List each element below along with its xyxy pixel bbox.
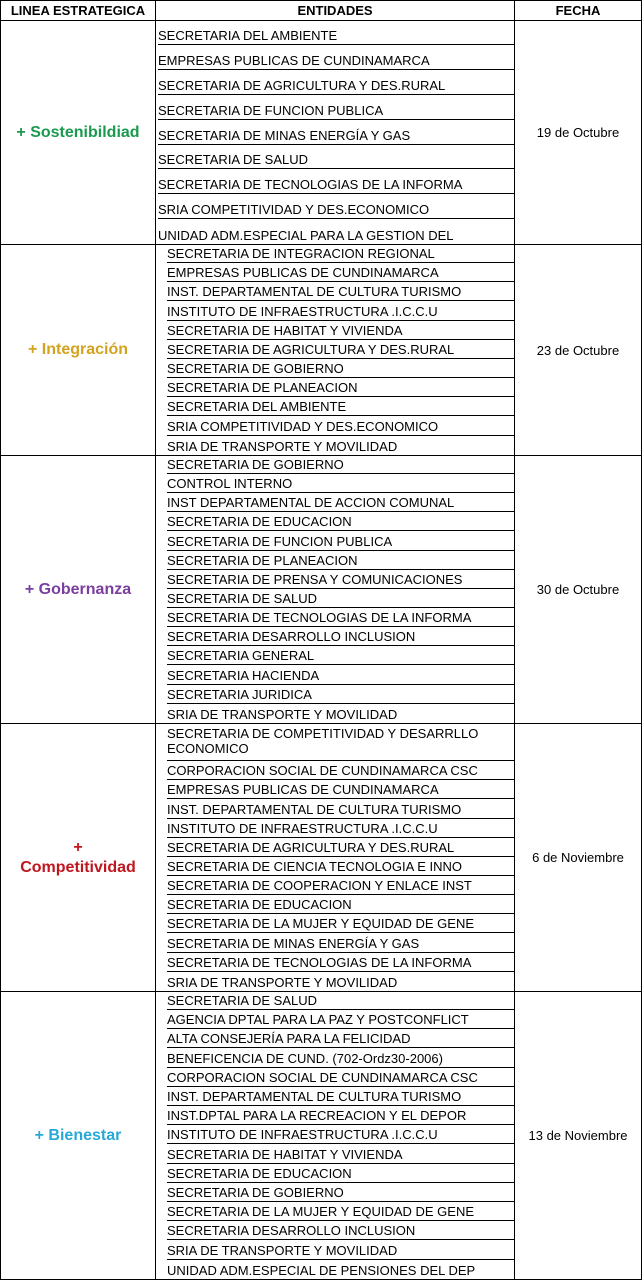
linea-label: + Gobernanza [24, 580, 132, 598]
entidad-row: INST DEPARTAMENTAL DE ACCION COMUNAL [167, 493, 514, 512]
fecha-integracion [514, 244, 642, 456]
entidad-row: SECRETARIA DE COMPETITIVIDAD Y DESARRLLO ECONOMICO [167, 723, 514, 761]
entidad-row: AGENCIA DPTAL PARA LA PAZ Y POSTCONFLICT [167, 1010, 514, 1029]
entidad-row: SECRETARIA DE EDUCACION [167, 1164, 514, 1183]
entidad-row: SECRETARIA HACIENDA [167, 666, 514, 685]
entidad-row: SECRETARIA DE TECNOLOGIAS DE LA INFORMA [167, 608, 514, 627]
linea-label-name: Competitividad [20, 858, 136, 876]
entidad-row: SECRETARIA DEL AMBIENTE [167, 397, 514, 416]
entidad-row: CONTROL INTERNO [167, 474, 514, 493]
entidad-row: SECRETARIA DE EDUCACION [167, 512, 514, 531]
entidad-row: SECRETARIA DE PRENSA Y COMUNICACIONES [167, 570, 514, 589]
entidad-row: SECRETARIA DE GOBIERNO [167, 455, 514, 474]
entidad-row: SECRETARIA GENERAL [167, 646, 514, 665]
entidad-row: SECRETARIA DE EDUCACION [167, 895, 514, 914]
linea-label [20, 838, 136, 878]
entidad-row: INSTITUTO DE INFRAESTRUCTURA .I.C.C.U [167, 1125, 514, 1144]
entidad-row: INSTITUTO DE INFRAESTRUCTURA .I.C.C.U [167, 302, 514, 321]
entidad-row: SECRETARIA DE HABITAT Y VIVIENDA [167, 1145, 514, 1164]
entidad-row: SECRETARIA DE CIENCIA TECNOLOGIA E INNO [167, 857, 514, 876]
entidad-row: SRIA DE TRANSPORTE Y MOVILIDAD [167, 707, 398, 722]
entidad-row: SECRETARIA DE MINAS ENERGÍA Y GAS [167, 934, 514, 953]
entidad-row: SECRETARIA DE COOPERACION Y ENLACE INST [167, 876, 514, 895]
entidad-row: SECRETARIA DEL AMBIENTE [158, 20, 514, 45]
fecha-label: 19 de Octubre [536, 125, 620, 140]
fecha-gobernanza [514, 455, 642, 724]
entidad-row: CORPORACION SOCIAL DE CUNDINAMARCA CSC [167, 1068, 514, 1087]
entidad-row: SECRETARIA DE SALUD [167, 991, 514, 1010]
entidad-row: SECRETARIA DE PLANEACION [167, 551, 514, 570]
entidad-row: SECRETARIA DE SALUD [158, 144, 514, 169]
linea-integracion [0, 244, 156, 456]
entidad-row: UNIDAD ADM.ESPECIAL DE PENSIONES DEL DEP [167, 1263, 476, 1278]
entidad-row: SECRETARIA DE TECNOLOGIAS DE LA INFORMA [167, 953, 514, 972]
fecha-sostenibilidad [514, 20, 642, 245]
entidad-row: SRIA DE TRANSPORTE Y MOVILIDAD [167, 975, 398, 990]
linea-bienestar [0, 991, 156, 1280]
header-linea-estrategica: LINEA ESTRATEGICA [0, 0, 156, 21]
entidad-row: SECRETARIA DE PLANEACION [167, 378, 514, 397]
entidad-row: SECRETARIA DE FUNCION PUBLICA [158, 95, 514, 120]
header-fecha: FECHA [514, 0, 642, 21]
entidad-row: SRIA DE TRANSPORTE Y MOVILIDAD [167, 1241, 514, 1260]
entidad-row: SECRETARIA DE TECNOLOGIAS DE LA INFORMA [158, 169, 514, 194]
entidad-row: SECRETARIA DE MINAS ENERGÍA Y GAS [158, 120, 514, 145]
entidad-row: SRIA COMPETITIVIDAD Y DES.ECONOMICO [167, 417, 514, 436]
entidad-row: EMPRESAS PUBLICAS DE CUNDINAMARCA [167, 263, 514, 282]
entidad-row: INST. DEPARTAMENTAL DE CULTURA TURISMO [167, 800, 514, 819]
entidad-row: EMPRESAS PUBLICAS DE CUNDINAMARCA [158, 45, 514, 70]
fecha-bienestar [514, 991, 642, 1280]
entidad-row: SECRETARIA DE FUNCION PUBLICA [167, 532, 514, 551]
entidad-row: SECRETARIA DE AGRICULTURA Y DES.RURAL [167, 838, 514, 857]
linea-label: + Sostenibildiad [16, 123, 140, 141]
entidad-row: SECRETARIA DE LA MUJER Y EQUIDAD DE GENE [167, 1202, 514, 1221]
entidad-row: INST. DEPARTAMENTAL DE CULTURA TURISMO [167, 1087, 514, 1106]
entidad-row: SRIA DE TRANSPORTE Y MOVILIDAD [167, 439, 398, 454]
linea-competitividad [0, 723, 156, 992]
entidad-row: ALTA CONSEJERÍA PARA LA FELICIDAD [167, 1029, 514, 1048]
linea-label: + Integración [27, 341, 129, 358]
entidad-row: SECRETARIA DE GOBIERNO [167, 1183, 514, 1202]
linea-label-plus: + [73, 838, 83, 856]
entidad-row: INST. DEPARTAMENTAL DE CULTURA TURISMO [167, 282, 514, 301]
entidad-row: SECRETARIA DESARROLLO INCLUSION [167, 627, 514, 646]
fecha-competitividad [514, 723, 642, 992]
entidad-row: SECRETARIA DE AGRICULTURA Y DES.RURAL [167, 340, 514, 359]
fecha-label: 13 de Noviembre [528, 1128, 628, 1143]
entidad-row: BENEFICENCIA DE CUND. (702-Ordz30-2006) [167, 1049, 514, 1068]
entidad-row: UNIDAD ADM.ESPECIAL PARA LA GESTION DEL [158, 228, 454, 243]
header-entidades: ENTIDADES [155, 0, 515, 21]
entidad-row: SECRETARIA DE INTEGRACION REGIONAL [167, 244, 514, 263]
entidad-row: SECRETARIA DESARROLLO INCLUSION [167, 1221, 514, 1240]
linea-label: + Bienestar [34, 1126, 122, 1144]
entidad-row: SECRETARIA DE SALUD [167, 589, 514, 608]
linea-gobernanza [0, 455, 156, 724]
entidad-row: SECRETARIA DE LA MUJER Y EQUIDAD DE GENE [167, 914, 514, 933]
fecha-label: 30 de Octubre [536, 582, 620, 597]
entidad-row: SRIA COMPETITIVIDAD Y DES.ECONOMICO [158, 194, 514, 219]
fecha-label: 6 de Noviembre [532, 850, 624, 865]
entidad-row: SECRETARIA DE HABITAT Y VIVIENDA [167, 321, 514, 340]
entidad-row: INSTITUTO DE INFRAESTRUCTURA .I.C.C.U [167, 819, 514, 838]
entidad-row: SECRETARIA DE GOBIERNO [167, 359, 514, 378]
entidad-row: SECRETARIA DE AGRICULTURA Y DES.RURAL [158, 70, 514, 95]
entidad-row: CORPORACION SOCIAL DE CUNDINAMARCA CSC [167, 761, 514, 780]
entidad-row: EMPRESAS PUBLICAS DE CUNDINAMARCA [167, 780, 514, 799]
entidad-row: SECRETARIA JURIDICA [167, 685, 514, 704]
fecha-label: 23 de Octubre [536, 342, 620, 358]
linea-sostenibilidad [0, 20, 156, 245]
entidad-row: INST.DPTAL PARA LA RECREACION Y EL DEPOR [167, 1106, 514, 1125]
